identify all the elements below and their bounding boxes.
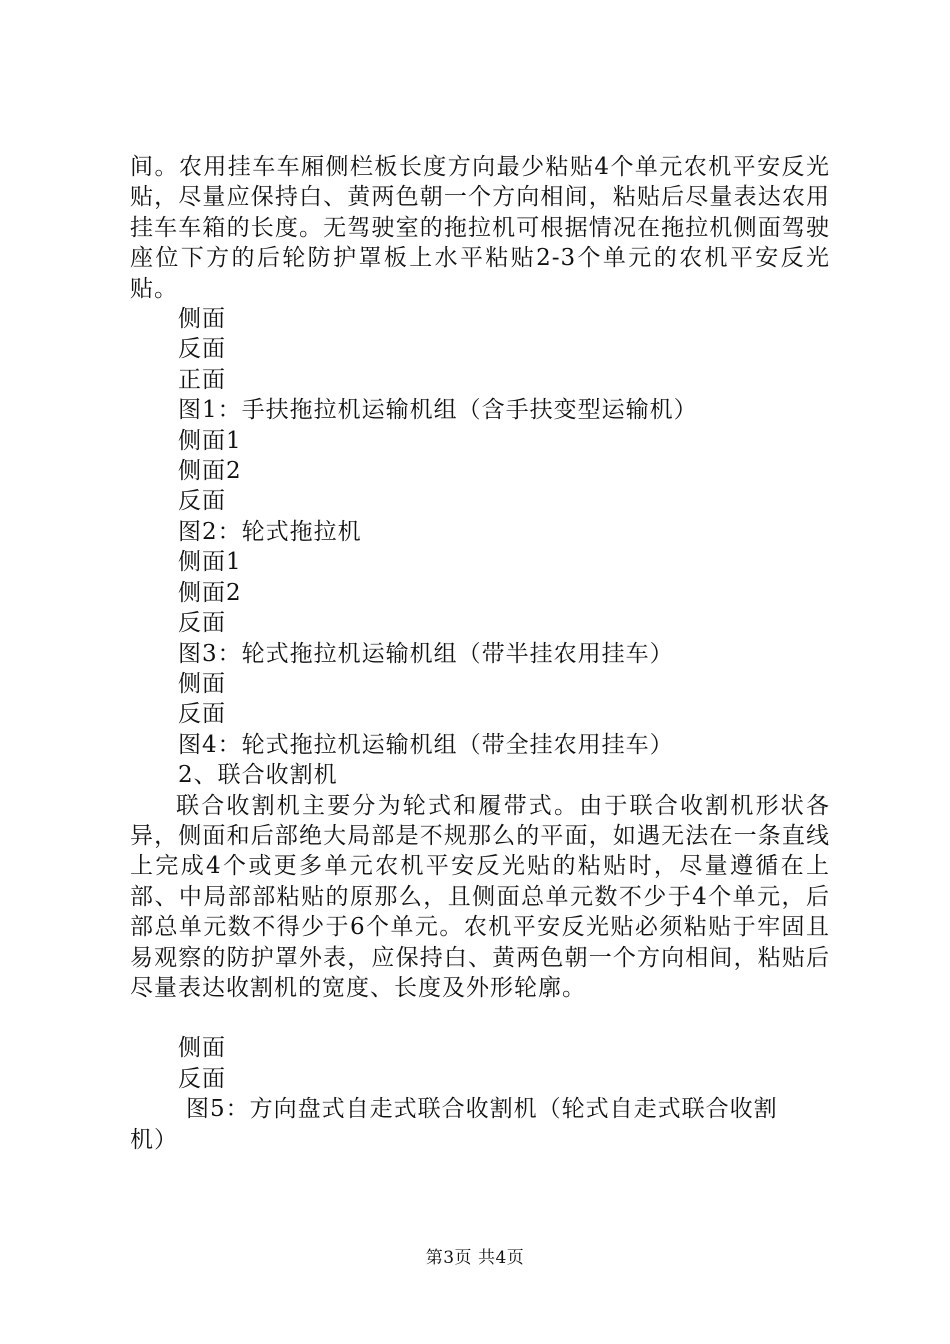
label-side-2: 侧面2: [178, 458, 242, 485]
paragraph-combine-harvester: 联合收割机主要分为轮式和履带式。由于联合收割机形状各异，侧面和后部绝大局部是不规那么的平面，如遇无法在一条直线上完成4个或更多单元农机平安反光贴的粘贴时，尽量遵循在上部、中局部部粘贴的原那么，且侧面总单元数不少于4个单元，后部总单元数不得少于6个单元。农机平安反光贴必须粘贴于牢固且易观察的防护罩外表，应保持白、黄两色朝一个方向相间，粘贴后尽量表达收割机的宽度、长度及外形轮廓。: [130, 792, 830, 1001]
section-heading-combine-harvester: 2、联合收割机: [178, 762, 338, 789]
page-footer: 第3页 共4页: [425, 1248, 525, 1268]
figure-caption-5-line-1: 图5：方向盘式自走式联合收割机（轮式自走式联合收割: [186, 1096, 778, 1123]
label-rear: 反面: [178, 701, 226, 728]
label-side: 侧面: [178, 1035, 226, 1062]
blank-line: [130, 1003, 830, 1033]
label-side: 侧面: [178, 306, 226, 333]
label-side: 侧面: [178, 670, 226, 697]
label-side-1: 侧面1: [178, 549, 242, 576]
label-front: 正面: [178, 366, 226, 393]
figure-caption-3: 图3：轮式拖拉机运输机组（带半挂农用挂车）: [178, 640, 674, 667]
label-rear: 反面: [178, 610, 226, 637]
figure-caption-2: 图2：轮式拖拉机: [178, 518, 362, 545]
label-rear: 反面: [178, 1065, 226, 1092]
paragraph-reflective-sticker-trailer: 间。农用挂车车厢侧栏板长度方向最少粘贴4个单元农机平安反光贴，尽量应保持白、黄两色朝一个方向相间，粘贴后尽量表达农用挂车车箱的长度。无驾驶室的拖拉机可根据情况在拖拉机侧面驾驶座位下方的后轮防护罩板上水平粘贴2-3个单元的农机平安反光贴。: [130, 154, 830, 302]
label-side-2: 侧面2: [178, 579, 242, 606]
figure-caption-1: 图1：手扶拖拉机运输机组（含手扶变型运输机）: [178, 397, 698, 424]
label-side-1: 侧面1: [178, 427, 242, 454]
label-rear: 反面: [178, 336, 226, 363]
document-body: [130, 152, 830, 1155]
figure-caption-4: 图4：轮式拖拉机运输机组（带全挂农用挂车）: [178, 731, 674, 758]
figure-caption-5-line-2: 机）: [130, 1126, 178, 1153]
figure-caption-5: [130, 1094, 830, 1155]
label-rear: 反面: [178, 488, 226, 515]
